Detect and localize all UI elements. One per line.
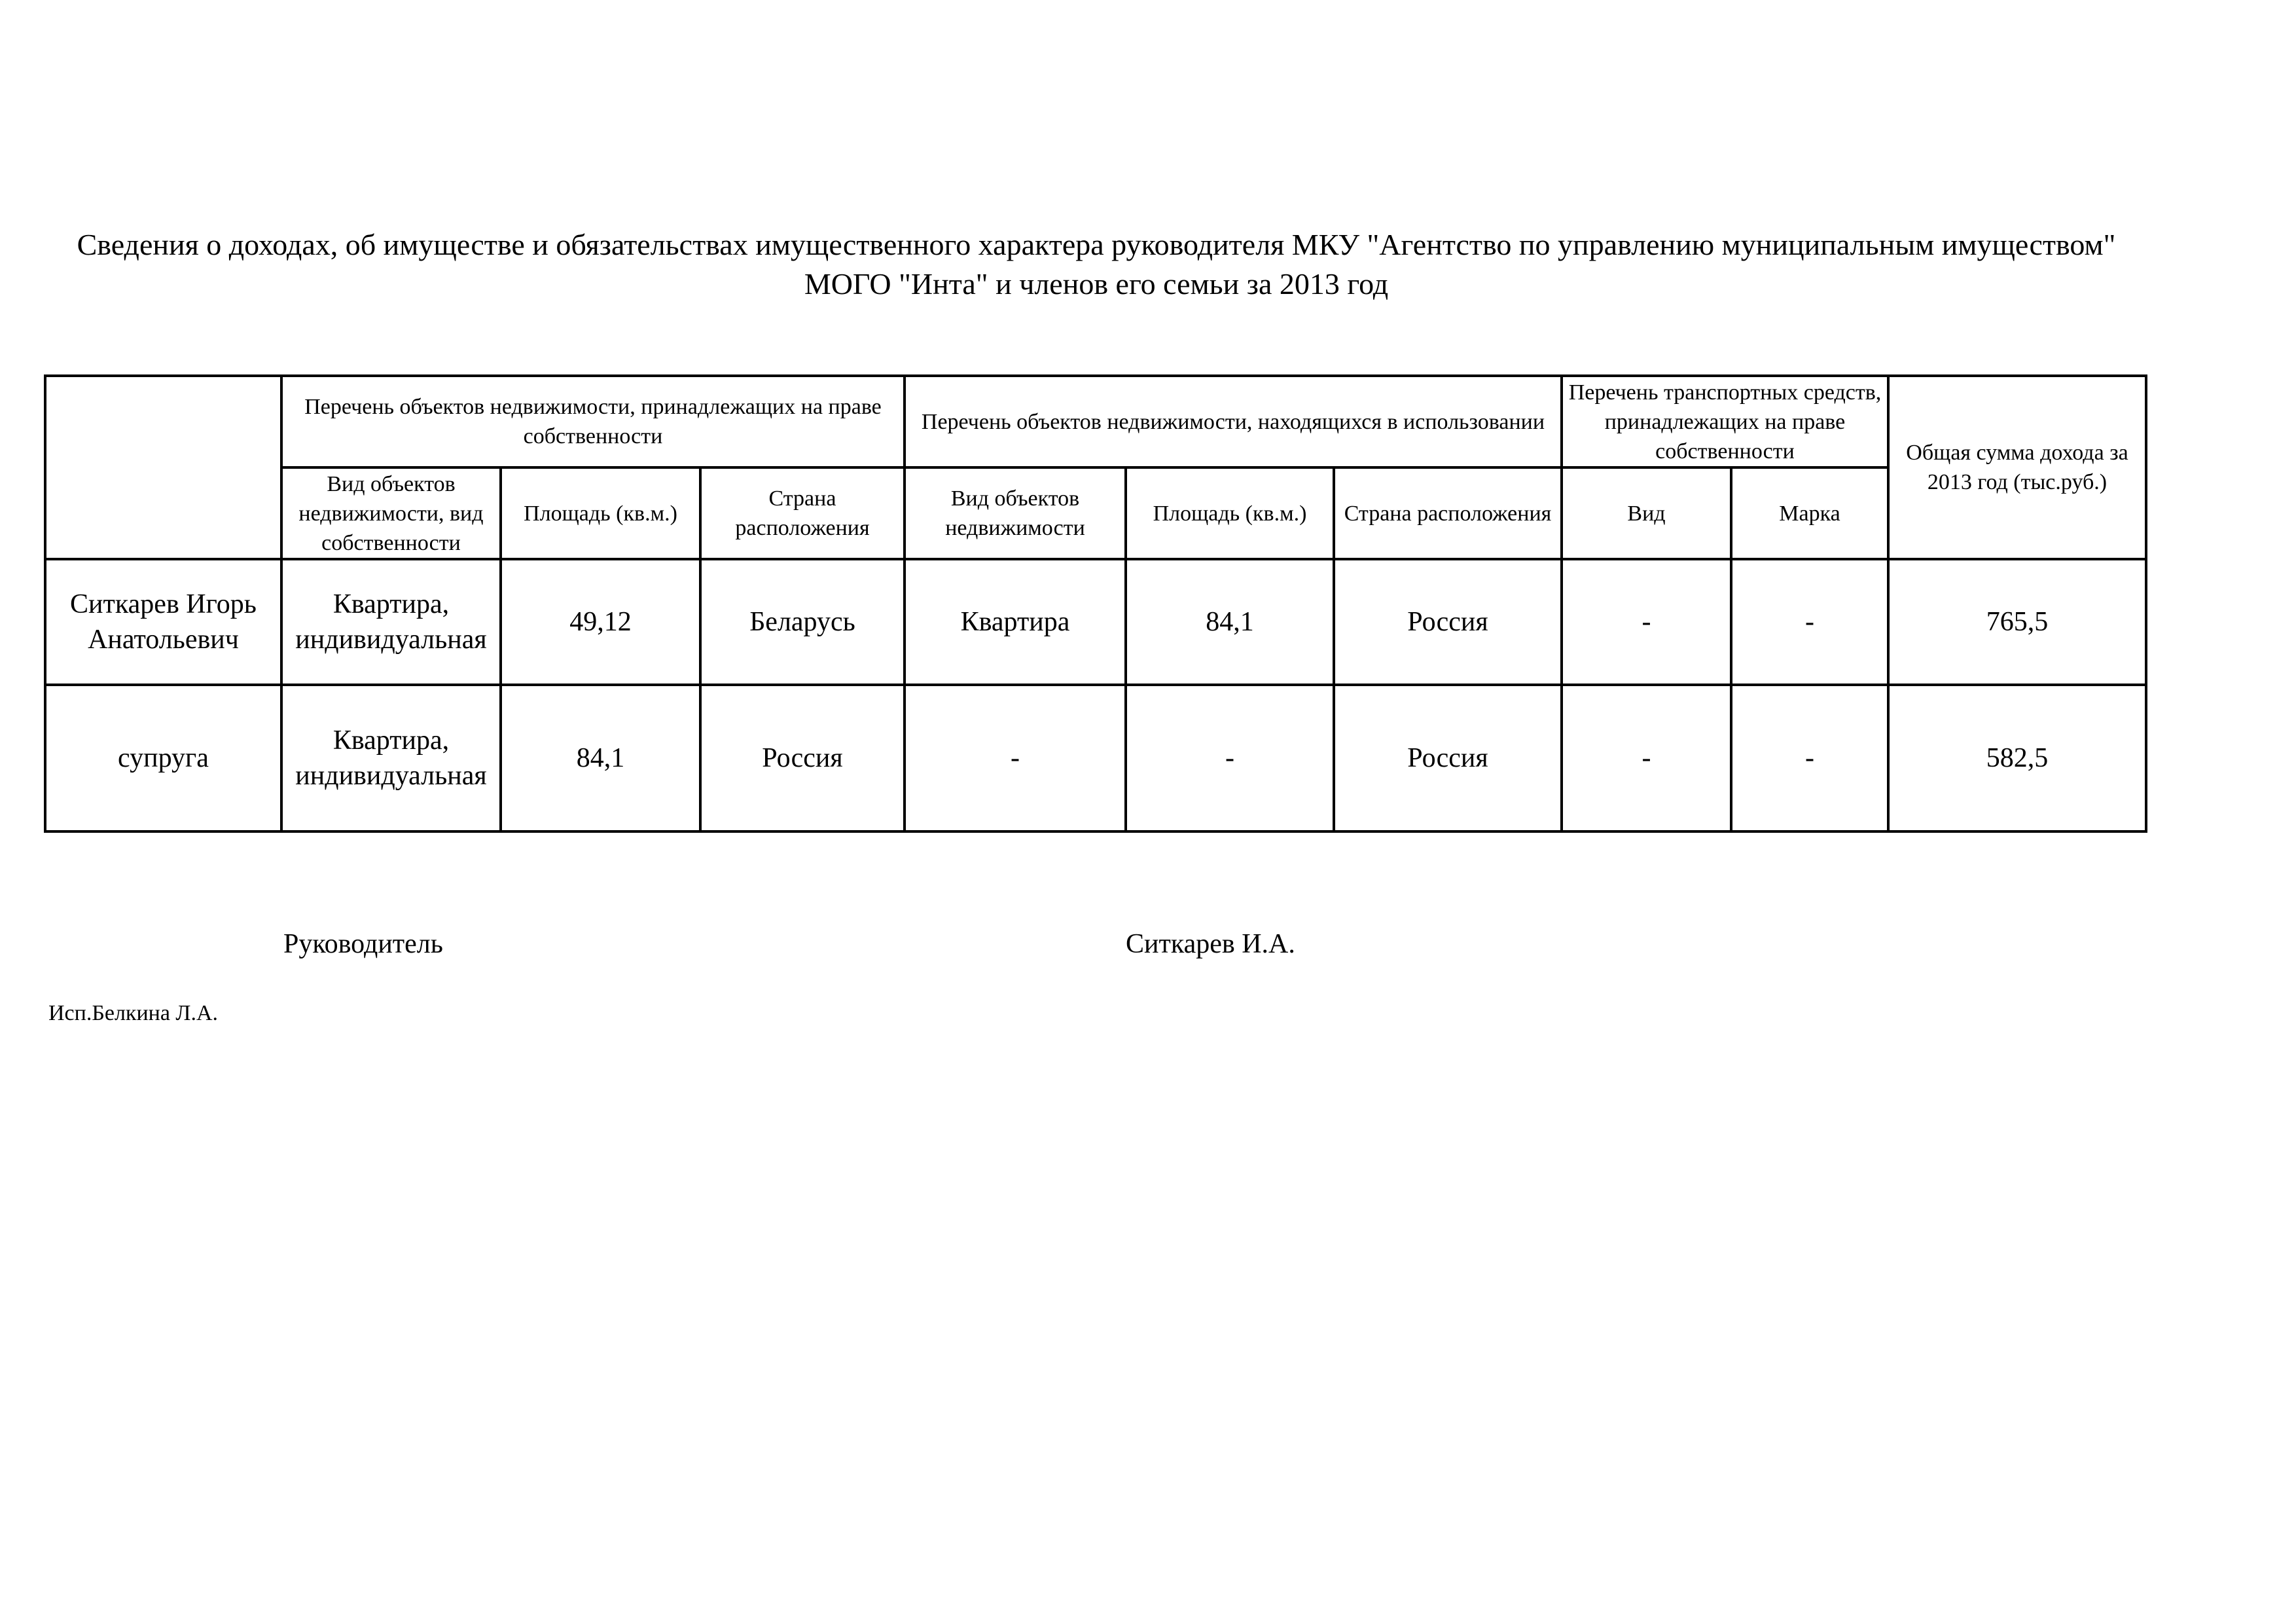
cell-person: супруга	[45, 685, 281, 831]
header-used-country: Страна расположения	[1334, 467, 1562, 559]
cell-vehicle-brand: -	[1731, 685, 1888, 831]
header-owned-area: Площадь (кв.м.)	[501, 467, 700, 559]
declaration-table	[44, 374, 2147, 833]
header-vehicle-type: Вид	[1562, 467, 1731, 559]
cell-used-type: Квартира	[905, 559, 1126, 685]
cell-used-country: Россия	[1334, 559, 1562, 685]
cell-used-type: -	[905, 685, 1126, 831]
cell-owned-country: Россия	[700, 685, 905, 831]
header-used-area: Площадь (кв.м.)	[1126, 467, 1334, 559]
cell-person: Ситкарев Игорь Анатольевич	[45, 559, 281, 685]
cell-income: 582,5	[1888, 685, 2146, 831]
cell-owned-area: 49,12	[501, 559, 700, 685]
executor-note: Исп.Белкина Л.А.	[48, 1001, 219, 1025]
header-owned-country: Страна расположения	[700, 467, 905, 559]
cell-used-area: 84,1	[1126, 559, 1334, 685]
cell-vehicle-type: -	[1562, 685, 1731, 831]
table-row	[45, 685, 2146, 831]
header-used-property: Перечень объектов недвижимости, находящихся в использовании	[905, 376, 1562, 467]
cell-owned-area: 84,1	[501, 685, 700, 831]
cell-vehicle-type: -	[1562, 559, 1731, 685]
cell-owned-type: Квартира, индивидуальная	[281, 559, 501, 685]
table-row	[45, 559, 2146, 685]
header-owned-type: Вид объектов недвижимости, вид собственности	[281, 467, 501, 559]
header-vehicle-brand: Марка	[1731, 467, 1888, 559]
cell-used-area: -	[1126, 685, 1334, 831]
header-total-income: Общая сумма дохода за 2013 год (тыс.руб.)	[1888, 376, 2146, 559]
document-title: Сведения о доходах, об имуществе и обязательствах имущественного характера руководителя МКУ "Агентство по управлению муниципальным имуществом" МОГО "Инта" и членов его семьи за 2013 год	[77, 228, 2116, 301]
header-owned-property: Перечень объектов недвижимости, принадлежащих на праве собственности	[281, 376, 905, 467]
cell-income: 765,5	[1888, 559, 2146, 685]
header-empty-cell	[45, 376, 281, 559]
header-vehicles: Перечень транспортных средств, принадлежащих на праве собственности	[1562, 376, 1888, 467]
header-used-type: Вид объектов недвижимости	[905, 467, 1126, 559]
cell-used-country: Россия	[1334, 685, 1562, 831]
cell-vehicle-brand: -	[1731, 559, 1888, 685]
signature-position-label: Руководитель	[283, 929, 443, 959]
cell-owned-country: Беларусь	[700, 559, 905, 685]
cell-owned-type: Квартира, индивидуальная	[281, 685, 501, 831]
signature-name: Ситкарев И.А.	[1126, 929, 1295, 959]
